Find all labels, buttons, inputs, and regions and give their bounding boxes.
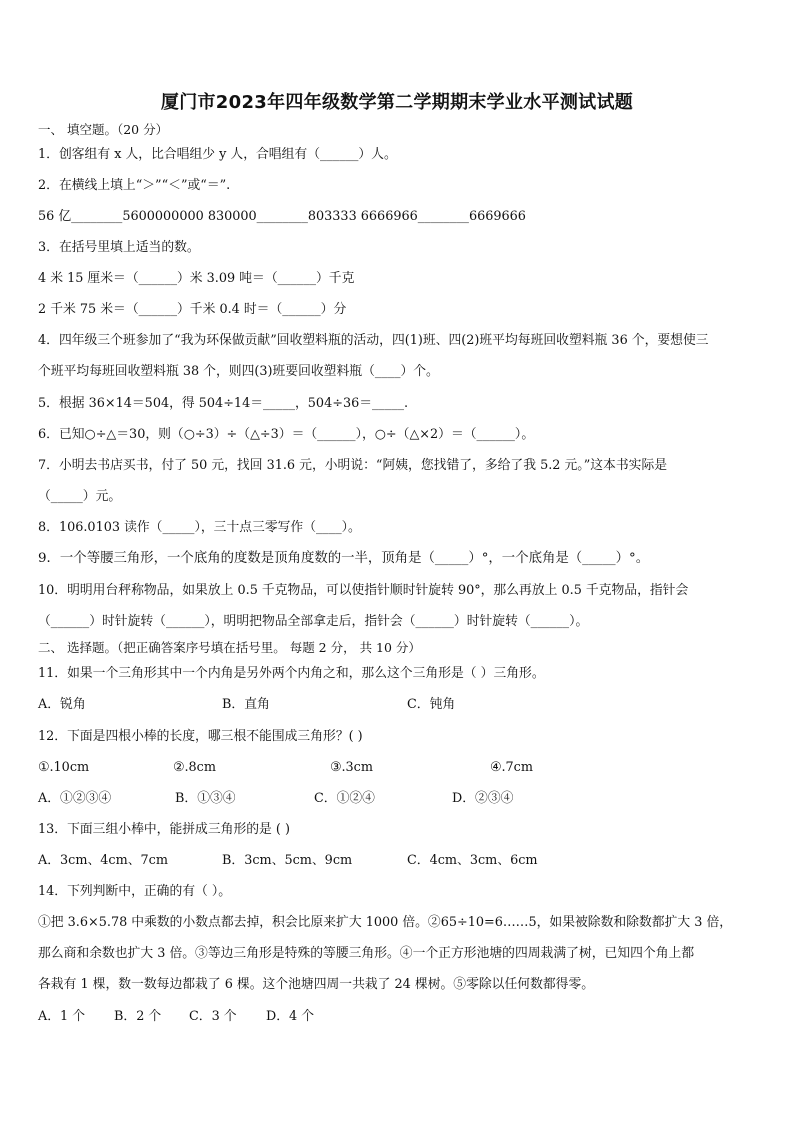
question-3: 3．在括号里填上适当的数。 — [38, 240, 200, 255]
q14-option-b: B．2 个 — [114, 1009, 162, 1024]
q13-option-c: C．4cm、3cm、6cm — [407, 853, 538, 868]
question-10-line-1: 10．明明用台秤称物品，如果放上 0.5 千克物品，可以使指针顺时针旋转 90°，那么再放上 0.5 千克物品，指针会 — [38, 583, 689, 598]
q12-option-a: A．①②③④ — [38, 791, 112, 806]
question-14: 14．下列判断中，正确的有（ ）。 — [38, 884, 232, 899]
question-11: 11．如果一个三角形其中一个内角是另外两个内角之和，那么这个三角形是（ ）三角形。 — [38, 666, 545, 681]
q11-option-a: A．锐角 — [38, 697, 86, 712]
question-12: 12．下面是四根小棒的长度，哪三根不能围成三角形？( ) — [38, 729, 363, 744]
page-title: 厦门市2023年四年级数学第二学期期末学业水平测试试题 — [160, 92, 634, 113]
q13-option-b: B．3cm、5cm、9cm — [222, 853, 353, 868]
q12-option-d: D．②③④ — [452, 791, 514, 806]
q14-option-d: D．4 个 — [266, 1009, 315, 1024]
question-2-items: 56 亿________5600000000 830000________803333 6666966________6669666 — [38, 209, 526, 224]
question-2: 2．在横线上填上“＞”“＜”或“＝”. — [38, 178, 231, 193]
q12-option-c: C．①②④ — [314, 791, 375, 806]
question-4-line-2: 个班平均每班回收塑料瓶 38 个，则四(3)班要回收塑料瓶（____）个。 — [38, 364, 439, 379]
question-7-line-2: （_____）元。 — [38, 489, 122, 504]
question-10-line-2: （______）时针旋转（______），明明把物品全部拿走后，指针会（______）时针旋转（______）。 — [38, 614, 589, 629]
question-8: 8．106.0103 读作（_____），三十点三零写作（____）。 — [38, 520, 361, 535]
question-9: 9．一个等腰三角形，一个底角的度数是顶角度数的一半，顶角是（_____）°，一个底角是（_____）°。 — [38, 551, 650, 566]
question-13: 13．下面三组小棒中，能拼成三角形的是 ( ) — [38, 822, 290, 837]
q12-stick-1: ①.10cm — [38, 760, 90, 775]
question-4-line-1: 4．四年级三个班参加了“我为环保做贡献”回收塑料瓶的活动，四(1)班、四(2)班平均每班回收塑料瓶 36 个，要想使三 — [38, 333, 709, 348]
section-heading-multiple-choice: 二、 选择题。（把正确答案序号填在括号里。 每题 2 分， 共 10 分） — [38, 640, 421, 655]
q12-option-b: B．①③④ — [175, 791, 236, 806]
q12-stick-3: ③.3cm — [330, 760, 373, 775]
section-heading-fill-blank: 一、 填空题。（20 分） — [38, 122, 169, 137]
q12-stick-4: ④.7cm — [490, 760, 533, 775]
question-5: 5．根据 36×14＝504，得 504÷14＝_____，504÷36＝_____. — [38, 396, 409, 411]
q14-option-a: A．1 个 — [38, 1009, 86, 1024]
question-14-line-1: ①把 3.6×5.78 中乘数的小数点都去掉，积会比原来扩大 1000 倍。②65÷10=6……5，如果被除数和除数都扩大 3 倍， — [38, 915, 733, 930]
q14-option-c: C．3 个 — [189, 1009, 237, 1024]
question-6: 6．已知○÷△＝30，则（○÷3）÷（△÷3）＝（______），○÷（△×2）＝（______）。 — [38, 427, 535, 442]
question-7-line-1: 7．小明去书店买书，付了 50 元，找回 31.6 元，小明说：“阿姨，您找错了，多给了我 5.2 元。”这本书实际是 — [38, 458, 668, 473]
q12-stick-2: ②.8cm — [173, 760, 216, 775]
q11-option-c: C．钝角 — [407, 697, 456, 712]
question-14-line-3: 各栽有 1 棵，数一数每边都栽了 6 棵。这个池塘四周一共栽了 24 棵树。⑤零除以任何数都得零。 — [38, 977, 595, 992]
question-3-line-1: 4 米 15 厘米＝（______）米 3.09 吨＝（______）千克 — [38, 271, 355, 286]
question-1: 1．创客组有 x 人，比合唱组少 y 人，合唱组有（______）人。 — [38, 147, 397, 162]
q11-option-b: B．直角 — [222, 697, 270, 712]
q13-option-a: A．3cm、4cm、7cm — [38, 853, 168, 868]
question-3-line-2: 2 千米 75 米＝（______）千米 0.4 时＝（______）分 — [38, 302, 347, 317]
question-14-line-2: 那么商和余数也扩大 3 倍。③等边三角形是特殊的等腰三角形。④一个正方形池塘的四周栽满了树，已知四个角上都 — [38, 946, 695, 961]
